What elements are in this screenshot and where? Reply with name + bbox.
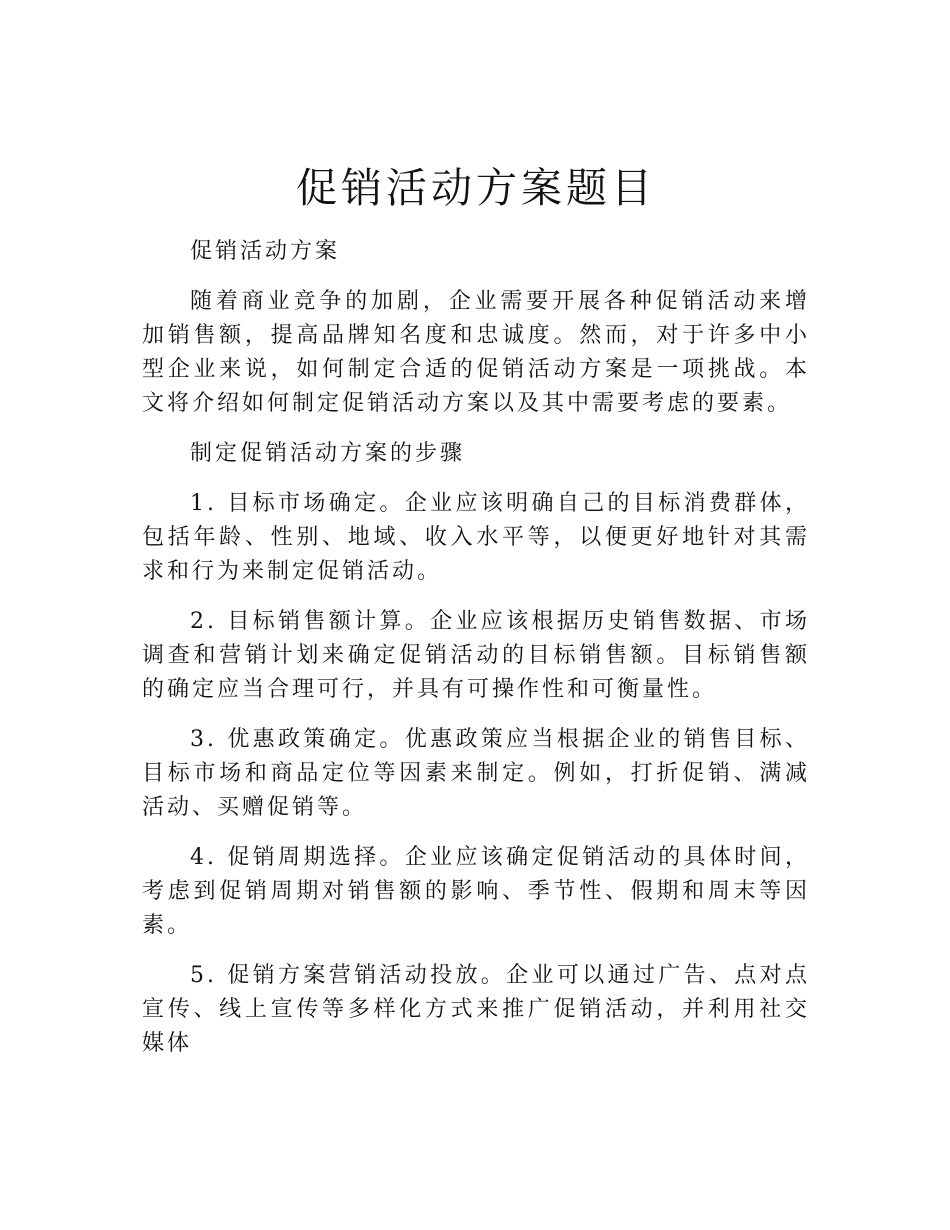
document-body: [142, 235, 810, 1077]
paragraph-step-2: 2. 目标销售额计算。企业应该根据历史销售数据、市场调查和营销计划来确定促销活动的目标销售额。目标销售额的确定应当合理可行，并具有可操作性和可衡量性。: [142, 609, 810, 702]
paragraph-step-1: 1. 目标市场确定。企业应该明确自己的目标消费群体，包括年龄、性别、地域、收入水平等，以便更好地针对其需求和行为来制定促销活动。: [142, 491, 810, 584]
paragraph-step-4: 4. 促销周期选择。企业应该确定促销活动的具体时间，考虑到促销周期对销售额的影响、季节性、假期和周末等因素。: [142, 845, 810, 938]
document-title: 促销活动方案题目: [296, 164, 656, 212]
paragraph-heading-plan: 促销活动方案: [190, 239, 341, 264]
paragraph-intro: 随着商业竞争的加剧，企业需要开展各种促销活动来增加销售额，提高品牌知名度和忠诚度。然而，对于许多中小型企业来说，如何制定合适的促销活动方案是一项挑战。本文将介绍如何制定促销活动方案以及其中需要考虑的要素。: [142, 289, 810, 416]
paragraph-step-3: 3. 优惠政策确定。优惠政策应当根据企业的销售目标、目标市场和商品定位等因素来制定。例如，打折促销、满减活动、买赠促销等。: [142, 727, 810, 820]
paragraph-heading-steps: 制定促销活动方案的步骤: [190, 441, 466, 466]
paragraph-step-5: 5. 促销方案营销活动投放。企业可以通过广告、点对点宣传、线上宣传等多样化方式来推广促销活动，并利用社交媒体: [142, 963, 810, 1056]
